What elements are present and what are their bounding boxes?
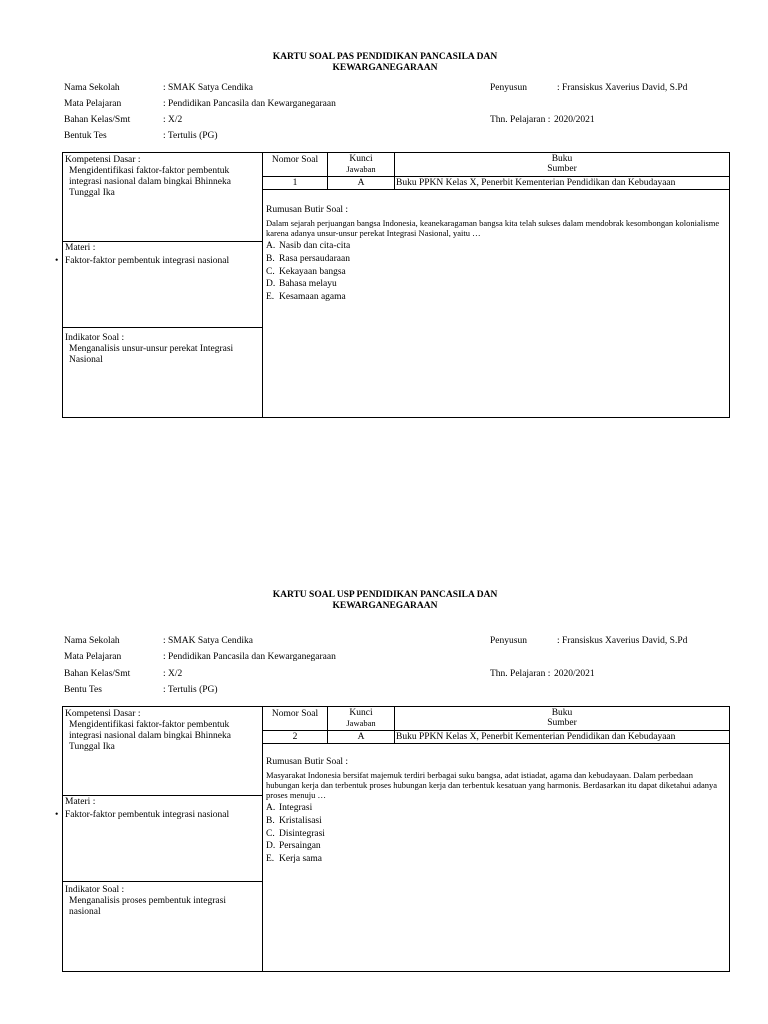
material-label: Materi : bbox=[65, 243, 96, 253]
source-book-header-line1: Buku bbox=[551, 708, 573, 718]
competency-cell bbox=[65, 709, 259, 753]
material-text: Faktor-faktor pembentuk integrasi nasional bbox=[65, 810, 230, 820]
subject-label: Mata Pelajaran bbox=[64, 652, 122, 662]
school-label: Nama Sekolah bbox=[64, 83, 120, 93]
author-label: Penyusun bbox=[490, 636, 527, 646]
indicator-text: Menganalisis unsur-unsur perekat Integrasi Nasional bbox=[69, 344, 234, 365]
question-text: Dalam sejarah perjuangan bangsa Indonesia, keanekaragaman bangsa kita telah sukses dalam mendobrak kesombongan kolonialisme karena adanya unsur-unsur perekat Integrasi Nasional, yaitu … bbox=[266, 218, 720, 238]
source-book-header-line2: Sumber bbox=[547, 718, 577, 728]
question-number-header: Nomor Soal bbox=[271, 709, 319, 719]
competency-label: Kompetensi Dasar : bbox=[65, 709, 141, 719]
class-label: Bahan Kelas/Smt bbox=[64, 115, 131, 125]
material-text: Faktor-faktor pembentuk integrasi nasional bbox=[65, 256, 230, 266]
question-number-header: Nomor Soal bbox=[271, 155, 319, 165]
subject-value: : Pendidikan Pancasila dan Kewarganegaraan bbox=[163, 652, 336, 662]
question-number-value: 2 bbox=[292, 732, 298, 742]
indicator-text: Menganalisis proses pembentuk integrasi nasional bbox=[69, 896, 226, 917]
question-text: Masyarakat Indonesia bersifat majemuk terdiri berbagai suku bangsa, adat istiadat, agama dan kebudayaan. Dalam perbedaan hubungan kerja dan terbentuk proses hubungan kerja dan terbentuk kesatuan yang harmonis. Berdasarkan itu dapat diketahui adanya proses menuju … bbox=[266, 770, 718, 800]
author-label: Penyusun bbox=[490, 83, 527, 93]
option-e: E. Kerja sama bbox=[266, 854, 322, 865]
card-table bbox=[55, 706, 730, 972]
option-a: A. Integrasi bbox=[266, 803, 313, 813]
school-year-value: 2020/2021 bbox=[554, 669, 595, 679]
card-title-line1: KARTU SOAL USP PENDIDIKAN PANCASILA DAN bbox=[272, 590, 498, 600]
class-value: : X/2 bbox=[163, 115, 183, 125]
answer-key-header-line1: Kunci bbox=[349, 708, 373, 718]
option-c: C. Disintegrasi bbox=[266, 828, 325, 839]
author-value: : Fransiskus Xaverius David, S.Pd bbox=[557, 83, 688, 93]
question-area bbox=[266, 205, 728, 304]
school-year-label: Thn. Pelajaran : bbox=[490, 669, 551, 679]
card-title bbox=[240, 590, 530, 612]
indicator-label: Indikator Soal : bbox=[65, 885, 125, 895]
question-area bbox=[266, 757, 728, 866]
question-label: Rumusan Butir Soal : bbox=[266, 205, 349, 215]
test-form-label: Bentu Tes bbox=[64, 685, 102, 695]
answer-key-value: A bbox=[357, 732, 365, 742]
indicator-cell bbox=[65, 333, 259, 366]
test-form-value: : Tertulis (PG) bbox=[163, 131, 218, 141]
competency-label: Kompetensi Dasar : bbox=[65, 155, 141, 165]
answer-key-value: A bbox=[357, 178, 365, 188]
material-cell bbox=[55, 243, 259, 267]
competency-cell bbox=[65, 155, 259, 199]
material-cell bbox=[55, 797, 259, 821]
competency-text: Mengidentifikasi faktor-faktor pembentuk integrasi nasional dalam bingkai Bhinneka Tunggal Ika bbox=[69, 720, 231, 752]
answer-key-header bbox=[328, 154, 394, 174]
test-form-value: : Tertulis (PG) bbox=[163, 685, 218, 695]
school-label: Nama Sekolah bbox=[64, 636, 120, 646]
indicator-label: Indikator Soal : bbox=[65, 333, 125, 343]
card-title-line2: KEWARGANEGARAAN bbox=[332, 601, 438, 611]
school-year-value: 2020/2021 bbox=[554, 115, 595, 125]
source-book-header-line2: Sumber bbox=[547, 164, 577, 174]
school-value: : SMAK Satya Cendika bbox=[163, 636, 253, 646]
option-d: D. Persaingan bbox=[266, 841, 321, 852]
option-a: A. Nasib dan cita-cita bbox=[266, 241, 351, 251]
card-title-line2: KEWARGANEGARAAN bbox=[332, 63, 438, 73]
indicator-cell bbox=[65, 885, 259, 918]
source-book-header bbox=[395, 154, 729, 174]
test-form-label: Bentuk Tes bbox=[64, 131, 107, 141]
option-b: B. Kristalisasi bbox=[266, 815, 322, 826]
author-value: : Fransiskus Xaverius David, S.Pd bbox=[557, 636, 688, 646]
option-c: C. Kekayaan bangsa bbox=[266, 266, 346, 277]
subject-label: Mata Pelajaran bbox=[64, 99, 122, 109]
source-book-header-line1: Buku bbox=[551, 154, 573, 164]
answer-options bbox=[266, 240, 728, 304]
answer-key-header-line2: Jawaban bbox=[346, 164, 376, 174]
question-number-value: 1 bbox=[292, 178, 298, 188]
source-book-value: Buku PPKN Kelas X, Penerbit Kementerian Pendidikan dan Kebudayaan bbox=[396, 732, 676, 742]
option-d: D. Bahasa melayu bbox=[266, 279, 337, 290]
question-label: Rumusan Butir Soal : bbox=[266, 757, 349, 767]
option-e: E. Kesamaan agama bbox=[266, 292, 346, 303]
source-book-header bbox=[395, 708, 729, 728]
answer-key-header bbox=[328, 708, 394, 728]
answer-key-header-line1: Kunci bbox=[349, 154, 373, 164]
source-book-value: Buku PPKN Kelas X, Penerbit Kementerian Pendidikan dan Kebudayaan bbox=[396, 178, 676, 188]
answer-key-header-line2: Jawaban bbox=[346, 718, 376, 728]
option-b: B. Rasa persaudaraan bbox=[266, 253, 350, 264]
answer-options bbox=[266, 802, 728, 866]
subject-value: : Pendidikan Pancasila dan Kewarganegaraan bbox=[163, 99, 336, 109]
competency-text: Mengidentifikasi faktor-faktor pembentuk integrasi nasional dalam bingkai Bhinneka Tunggal Ika bbox=[69, 166, 231, 198]
school-year-label: Thn. Pelajaran : bbox=[490, 115, 551, 125]
school-value: : SMAK Satya Cendika bbox=[163, 83, 253, 93]
material-label: Materi : bbox=[65, 797, 96, 807]
card-title bbox=[240, 52, 530, 74]
class-value: : X/2 bbox=[163, 669, 183, 679]
bullet-icon: • bbox=[55, 810, 59, 820]
class-label: Bahan Kelas/Smt bbox=[64, 669, 131, 679]
card-table bbox=[55, 152, 730, 418]
bullet-icon: • bbox=[55, 256, 59, 266]
card-title-line1: KARTU SOAL PAS PENDIDIKAN PANCASILA DAN bbox=[272, 52, 498, 62]
